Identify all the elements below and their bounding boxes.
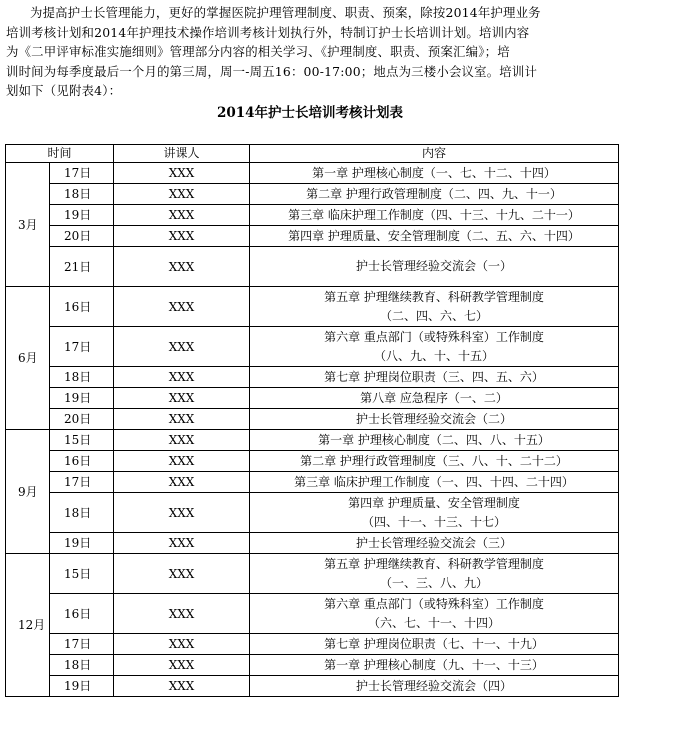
intro-line: 为提高护士长管理能力，更好的掌握医院护理管理制度、职责、预案，除按2014年护理业务	[30, 5, 541, 20]
lecturer-cell: XXX	[114, 388, 250, 409]
table-row	[6, 184, 619, 205]
content-cell	[250, 247, 619, 287]
content-cell	[250, 163, 619, 184]
day-cell: 17日	[50, 634, 114, 655]
content-cell	[250, 451, 619, 472]
day-cell: 18日	[50, 184, 114, 205]
table-row	[6, 676, 619, 697]
content-line: 护士长管理经验交流会（一）	[356, 259, 513, 273]
lecturer-cell: XXX	[114, 163, 250, 184]
intro-paragraph	[6, 3, 612, 101]
content-line: 护士长管理经验交流会（三）	[356, 535, 513, 550]
day-cell: 16日	[50, 594, 114, 634]
day-cell: 19日	[50, 388, 114, 409]
lecturer-cell: XXX	[114, 184, 250, 205]
table-row	[6, 388, 619, 409]
content-cell	[250, 655, 619, 676]
intro-line: 训时间为每季度最后一个月的第三周，周一-周五16：00-17:00；地点为三楼小会议室。培训计	[6, 63, 538, 79]
day-cell: 19日	[50, 676, 114, 697]
intro-line: 培训考核计划和2014年护理技术操作培训考核计划执行外，特制订护士长培训计划。培训内容	[6, 24, 530, 40]
content-cell	[250, 493, 619, 533]
content-line: 第一章 护理核心制度（二、四、八、十五）	[318, 432, 550, 447]
content-cell	[250, 594, 619, 634]
header-row	[6, 145, 619, 163]
day-cell: 16日	[50, 451, 114, 472]
content-cell	[250, 676, 619, 697]
day-cell: 19日	[50, 205, 114, 226]
table-row	[6, 533, 619, 554]
lecturer-cell: XXX	[114, 226, 250, 247]
header-content: 内容	[250, 145, 619, 163]
content-line: 第八章 应急程序（一、二）	[360, 390, 508, 405]
table-row	[6, 409, 619, 430]
table-title: 2014年护士长培训考核计划表	[216, 105, 404, 121]
content-cell	[250, 327, 619, 367]
lecturer-cell: XXX	[114, 430, 250, 451]
month-cell: 12月	[6, 554, 50, 697]
lecturer-cell: XXX	[114, 533, 250, 554]
lecturer-cell: XXX	[114, 409, 250, 430]
table-row	[6, 472, 619, 493]
content-line: 第七章 护理岗位职责（三、四、五、六）	[324, 369, 544, 384]
day-cell: 16日	[50, 287, 114, 327]
table-row	[6, 554, 619, 594]
day-cell: 17日	[50, 163, 114, 184]
table-row	[6, 367, 619, 388]
content-cell	[250, 287, 619, 327]
content-cell	[250, 367, 619, 388]
table-row	[6, 430, 619, 451]
table-row	[6, 493, 619, 533]
content-cell	[250, 430, 619, 451]
table-row	[6, 226, 619, 247]
content-line: 第二章 护理行政管理制度（三、八、十、二十二）	[300, 453, 568, 468]
content-cell	[250, 533, 619, 554]
content-cell	[250, 409, 619, 430]
lecturer-cell: XXX	[114, 493, 250, 533]
intro-line: 划如下（见附表4）：	[6, 83, 122, 98]
content-line: 第七章 护理岗位职责（七、十一、十九）	[324, 636, 544, 651]
month-cell: 3月	[6, 163, 50, 287]
day-cell: 17日	[50, 327, 114, 367]
content-line: 护士长管理经验交流会（四）	[356, 678, 513, 693]
day-cell: 15日	[50, 554, 114, 594]
lecturer-cell: XXX	[114, 554, 250, 594]
content-cell	[250, 388, 619, 409]
day-cell: 15日	[50, 430, 114, 451]
day-cell: 19日	[50, 533, 114, 554]
table-row	[6, 634, 619, 655]
lecturer-cell: XXX	[114, 205, 250, 226]
header-lecturer: 讲课人	[114, 145, 250, 163]
content-line: 第五章 护理继续教育、科研教学管理制度	[324, 289, 544, 304]
content-cell	[250, 472, 619, 493]
lecturer-cell: XXX	[114, 287, 250, 327]
content-line: 第六章 重点部门（或特殊科室）工作制度	[324, 596, 544, 611]
content-line: 第六章 重点部门（或特殊科室）工作制度	[324, 329, 544, 344]
day-cell: 18日	[50, 367, 114, 388]
content-cell	[250, 554, 619, 594]
content-line: 第一章 护理核心制度（九、十一、十三）	[324, 657, 544, 672]
header-time: 时间	[6, 145, 114, 163]
table-row	[6, 247, 619, 287]
content-cell	[250, 205, 619, 226]
month-cell: 9月	[6, 430, 50, 554]
day-cell: 17日	[50, 472, 114, 493]
table-row	[6, 205, 619, 226]
content-line: 第一章 护理核心制度（一、七、十二、十四）	[312, 165, 556, 180]
day-cell: 20日	[50, 226, 114, 247]
content-line: （四、十一、十三、十七）	[362, 514, 507, 529]
table-row	[6, 287, 619, 327]
content-line: 第二章 护理行政管理制度（二、四、九、十一）	[306, 186, 562, 201]
lecturer-cell: XXX	[114, 367, 250, 388]
day-cell: 20日	[50, 409, 114, 430]
day-cell: 18日	[50, 493, 114, 533]
content-line: 第四章 护理质量、安全管理制度	[348, 495, 520, 510]
lecturer-cell: XXX	[114, 247, 250, 287]
content-line: （一、三、八、九）	[380, 575, 489, 590]
content-cell	[250, 634, 619, 655]
lecturer-cell: XXX	[114, 634, 250, 655]
lecturer-cell: XXX	[114, 655, 250, 676]
month-cell: 6月	[6, 287, 50, 430]
day-cell: 21日	[50, 247, 114, 287]
table-row	[6, 451, 619, 472]
lecturer-cell: XXX	[114, 472, 250, 493]
lecturer-cell: XXX	[114, 451, 250, 472]
table-row	[6, 594, 619, 634]
content-cell	[250, 226, 619, 247]
day-cell: 18日	[50, 655, 114, 676]
table-row	[6, 163, 619, 184]
intro-line: 为《二甲评审标准实施细则》管理部分内容的相关学习、《护理制度、职责、预案汇编》；培	[6, 44, 510, 59]
lecturer-cell: XXX	[114, 594, 250, 634]
content-line: 第四章 护理质量、安全管理制度（二、五、六、十四）	[288, 228, 580, 243]
lecturer-cell: XXX	[114, 327, 250, 367]
table-row	[6, 655, 619, 676]
content-cell	[250, 184, 619, 205]
content-line: 第三章 临床护理工作制度（四、十三、十九、二十一）	[288, 207, 580, 222]
lecturer-cell: XXX	[114, 676, 250, 697]
content-line: （八、九、十、十五）	[374, 348, 495, 363]
content-line: （二、四、六、七）	[380, 308, 489, 323]
schedule-table	[5, 144, 619, 697]
table-row	[6, 327, 619, 367]
content-line: 第五章 护理继续教育、科研教学管理制度	[324, 556, 544, 571]
content-line: （六、七、十一、十四）	[368, 615, 501, 630]
content-line: 第三章 临床护理工作制度（一、四、十四、二十四）	[294, 474, 574, 489]
content-line: 护士长管理经验交流会（二）	[356, 411, 513, 426]
